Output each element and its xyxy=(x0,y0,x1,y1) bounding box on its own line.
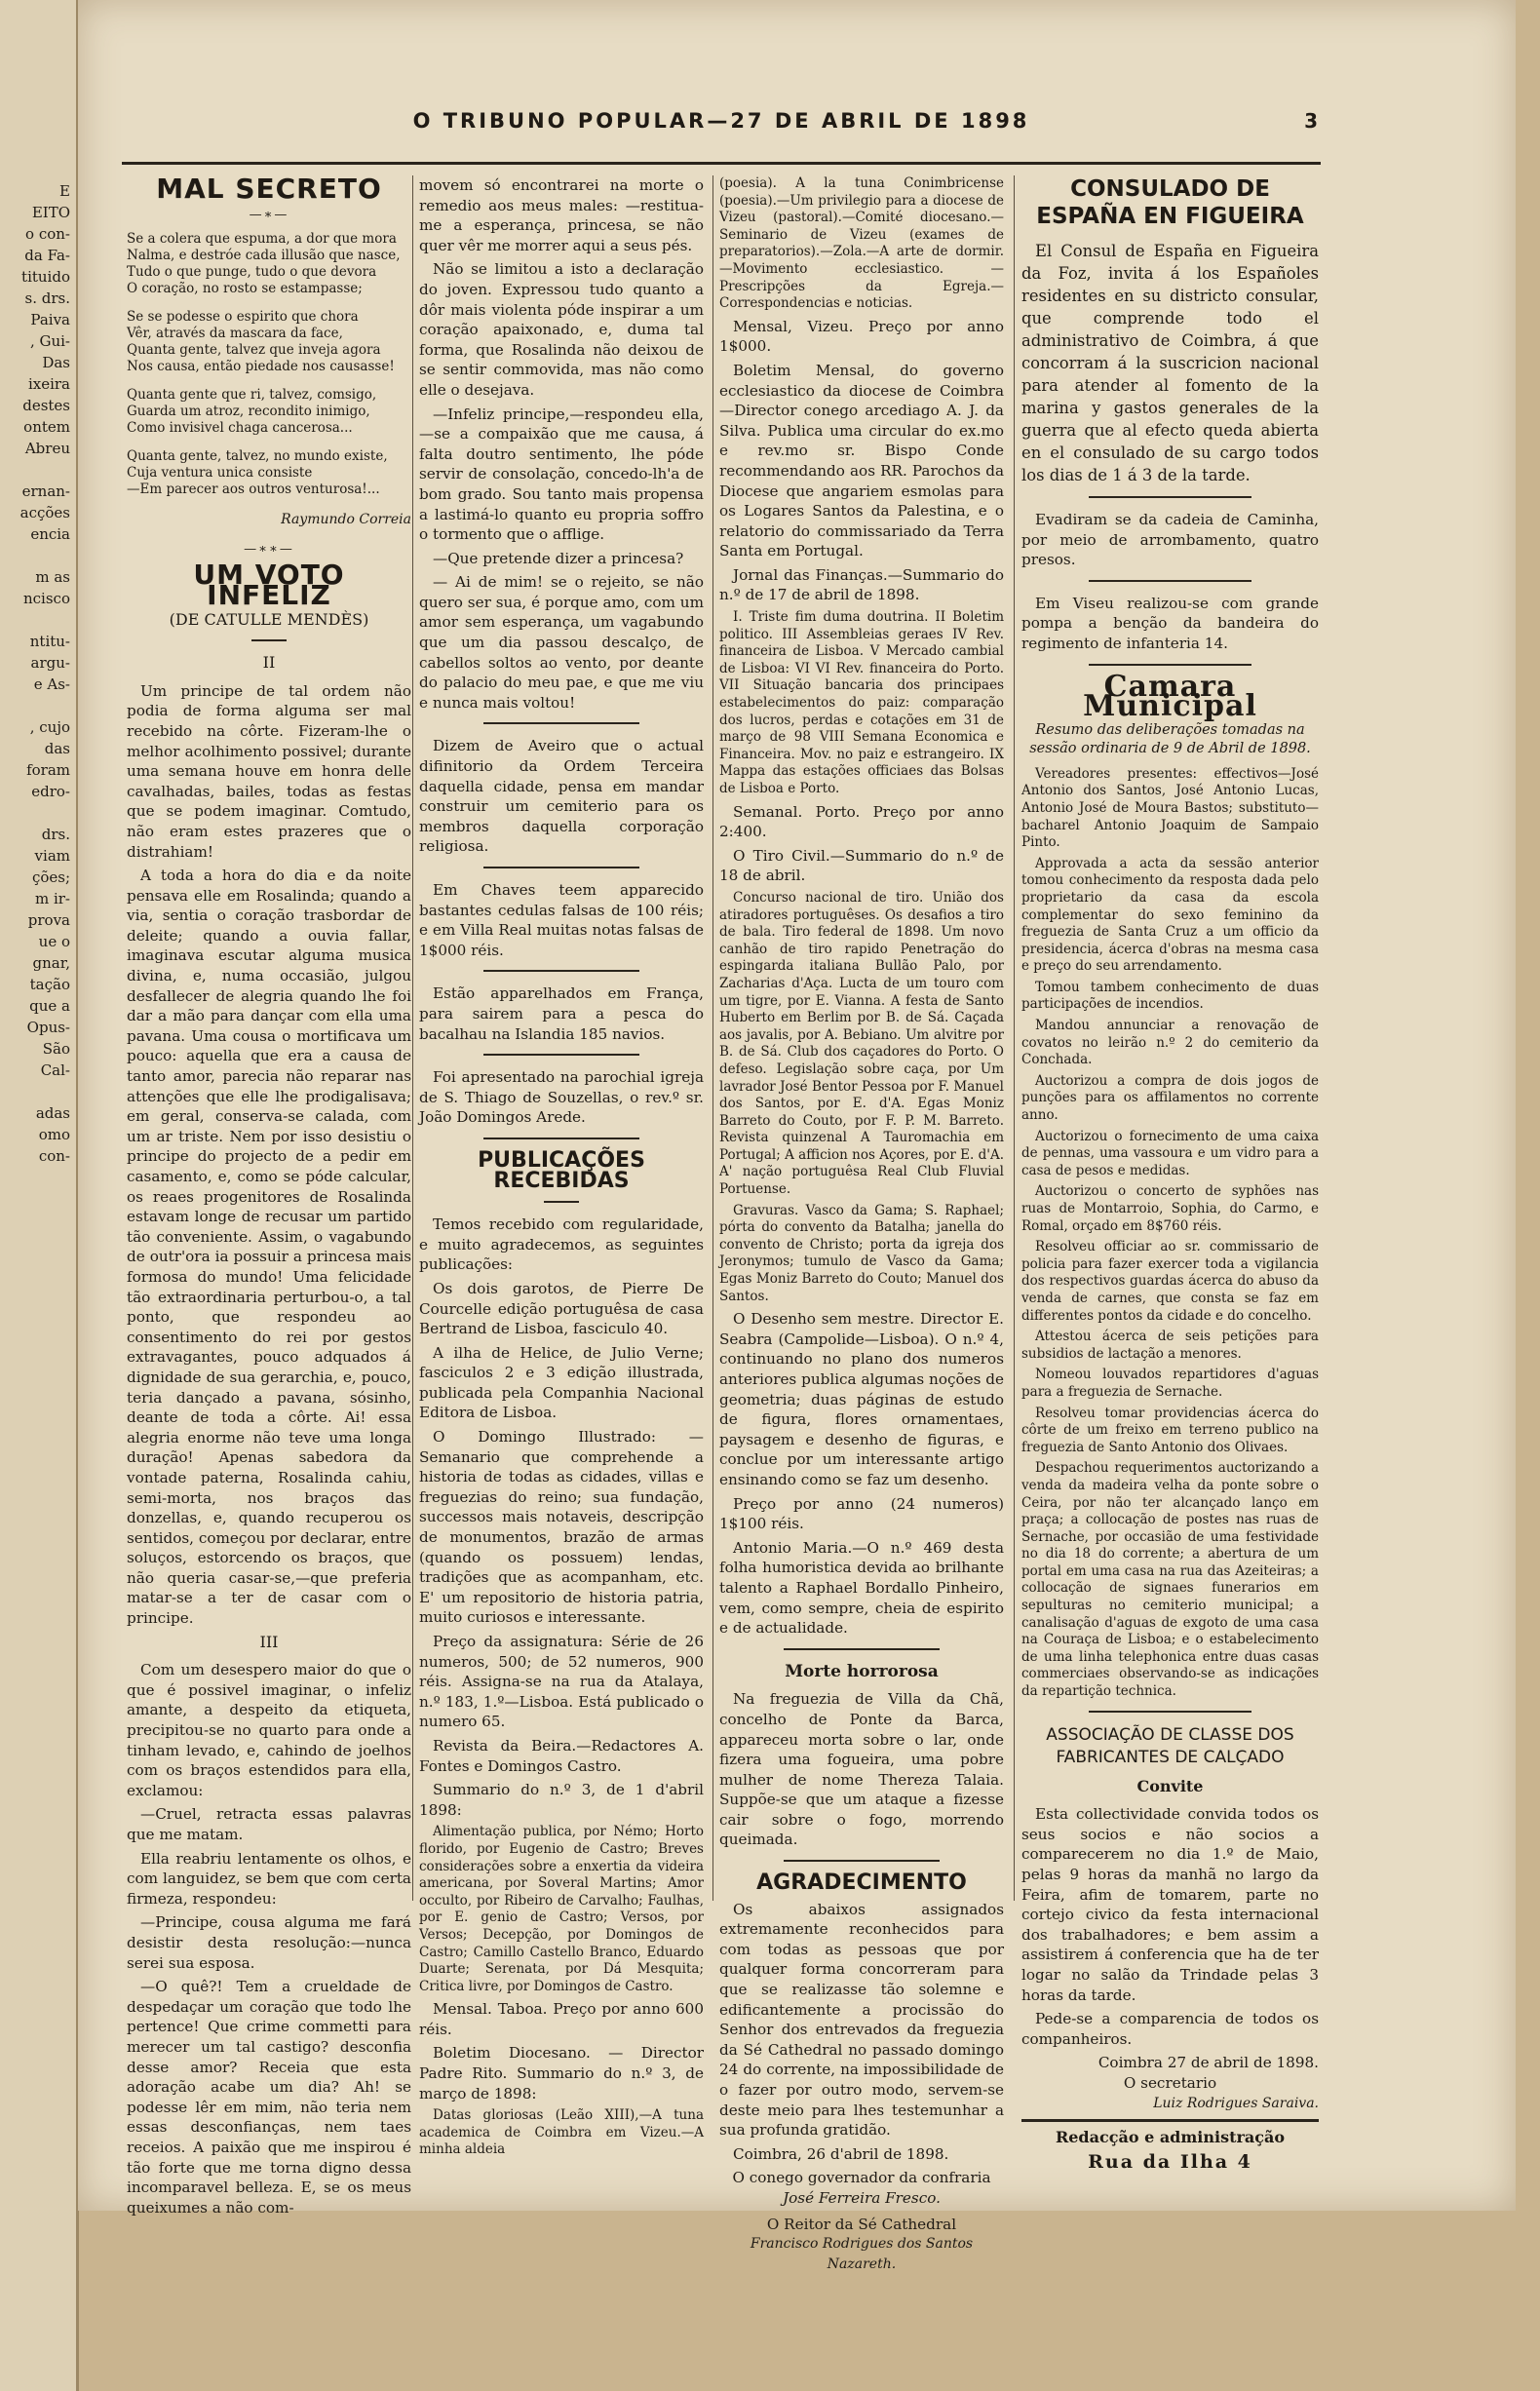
prev-page-fragment: da Fa- xyxy=(24,247,70,264)
paragraph: Resolveu officiar ao sr. commissario de policia para fazer exercer toda a vigilancia dos respectivos guardas ácerca do abuso da venda de carnes, que consta se faz em differentes pontos da cidade e do concelho. xyxy=(1021,1239,1319,1324)
prev-page-fragment: omo xyxy=(38,1126,70,1143)
ornament: —∗∗— xyxy=(244,541,294,557)
paragraph: Summario do n.º 3, de 1 d'abril 1898: xyxy=(419,1781,704,1819)
prev-page-fragment: adas xyxy=(35,1104,70,1122)
paragraph: Mensal. Taboa. Preço por anno 600 réis. xyxy=(419,2000,704,2038)
poem xyxy=(127,231,411,498)
prev-page-fragment: drs. xyxy=(41,826,70,843)
paragraph: —Que pretende dizer a princesa? xyxy=(433,549,684,567)
previous-page-edge xyxy=(0,0,79,2391)
column-3 xyxy=(719,175,1004,2274)
news-rule xyxy=(483,1138,640,1139)
paragraph: I. Triste fim duma doutrina. II Boletim politico. III Assembleias geraes IV Rev. financeira de Lisboa. V Mercado cambial de Lisboa: VI VI Rev. financeira do Porto. VII Situação bancaria dos principaes estabelecimentos do paiz: comparação dos lucros, perdas e cotações em 31 de março de 98 VIII Semana Economica e Financeira. Mov. no paiz e estrangeiro. IX Mappa das estações officiaes das Bolsas de Lisboa e Porto. xyxy=(719,609,1004,796)
prev-page-fragment: , Gui- xyxy=(29,332,70,350)
part-number: II xyxy=(262,653,276,673)
poem-line: Quanta gente, talvez que inveja agora xyxy=(127,342,381,359)
paragraph: —Principe, cousa alguma me fará desistir desta resolução:—nunca serei sua esposa. xyxy=(127,1913,411,1972)
paragraph: O Domingo Illustrado: — Semanario que comprehende a historia de todas as cidades, villas e freguezias do reino; sua fundação, successos mais notaveis, descripção de monumentos, brazão de armas (quando os possuem) lendas, tradições que as acompanham, etc. E' um repositorio de historia patria, muito curiosos e interessante. xyxy=(419,1428,704,1627)
paragraph: —O quê?! Tem a crueldade de despedaçar um coração que todo lhe pertence! Que crime commetti para merecer um tal castigo? desconfia desse amor? Receia que esta adoração acabe um dia? Ah! se podesse lêr em mim, não teria nem essas desconfianças, nem taes receios. A paixão que me inspirou é tão forte que me torna digno dessa incomparavel belleza. E, se os meus queixumes a não com- xyxy=(127,1978,411,2217)
prev-page-fragment xyxy=(0,459,76,481)
prev-page-fragment xyxy=(0,802,76,824)
prev-page-fragment: s. drs. xyxy=(24,289,70,307)
paragraph: A toda a hora do dia e da noite pensava elle em Rosalinda; quando a via, sentia o coração trasbordar de deleite; quando a ouvia fallar, imaginava escutar alguma musica divina, e, numa occasião, julgou desfallecer de alegria quando lhe foi dar a mão para dançar com ella uma pavana. Uma cousa o mortificava um pouco: aquella que era a causa de tanto amor, parecia não reparar nas attenções que elle lhe prodigalisava; em geral, conserva-se calada, com um ar triste. Nem por isso desistiu o principe do projecto de a pedir em casamento, e, como se póde calcular, os reaes progenitores de Rosalinda estavam longe de recusar um partido tão conveniente. Assim, o vagabundo de outr'ora ia possuir a princesa mais formosa do mundo! Uma felicidade tão extraordinaria perturbou-o, a tal ponto, que respondeu ao consentimento do rei por gestos extravagantes, pouco adquados á dignidade de sua gerarchia, e, pouco, teria dançado a pavana, sósinho, deante de toda a côrte. Ai! essa alegria enorme não teve uma longa duração! Apenas sabedora da vontade paterna, Rosalinda cahiu, semi-morta, nos braços das donzellas, e, quando recuperou os sentidos, começou por declarar, entre soluços, estorcendo os braços, que não queria casar-se,—que preferia matar-se a ter de casar com o principe. xyxy=(127,867,411,1628)
paragraph: Attestou ácerca de seis petições para subsidios de lactação a menores. xyxy=(1021,1329,1319,1362)
news-rule xyxy=(1089,580,1252,582)
prev-page-fragment: ontem xyxy=(23,418,70,436)
camara-subtitle: Resumo das deliberações tomadas na sessão ordinaria de 9 de Abril de 1898. xyxy=(1029,721,1311,756)
assoc-date: Coimbra 27 de abril de 1898. xyxy=(1097,2054,1319,2072)
short-rule xyxy=(251,639,286,641)
page-header xyxy=(122,109,1321,133)
prev-page-fragment xyxy=(0,1081,76,1102)
paragraph: Temos recebido com regularidade, e muito agradecemos, as seguintes publicações: xyxy=(419,1215,704,1274)
prev-page-fragment: ue o xyxy=(38,933,70,950)
prev-page-fragment: que a xyxy=(29,997,70,1015)
prev-page-fragment: edro- xyxy=(31,783,70,800)
prev-page-fragment: viam xyxy=(34,847,70,865)
prev-page-fragment: argu- xyxy=(30,654,70,672)
paragraph: movem só encontrarei na morte o remedio aos meus males: —restitua-me a esperança, princesa, se não quer vêr me morrer aqui a seus pés. xyxy=(419,176,704,254)
news-rule xyxy=(1089,664,1252,666)
prev-page-fragment: e As- xyxy=(33,675,70,693)
poem-line: Nos causa, então piedade nos causasse! xyxy=(127,359,395,375)
prev-page-fragment: ixeira xyxy=(27,375,70,393)
paragraph: Os dois garotos, de Pierre De Courcelle edição portuguêsa de casa Bertrand de Lisboa, fasciculo 40. xyxy=(419,1279,704,1338)
story-title: UM VOTO INFELIZ xyxy=(193,559,345,611)
prev-page-fragment: E xyxy=(59,182,70,200)
poem-stanza xyxy=(127,387,411,437)
footer-address: Rua da Ilha 4 xyxy=(1088,2150,1252,2173)
poem-stanza xyxy=(127,231,411,297)
paragraph: O Desenho sem mestre. Director E. Seabra (Campolide—Lisboa). O n.º 4, continuando no plano dos numeros anteriores publica algumas noções de geometria; duas páginas de estudo de figura, flores ornamentaes, paysagem e desenho de figuras, e conclue por um interessante artigo ensinando como se faz um desenho. xyxy=(719,1310,1004,1488)
news-rule xyxy=(483,970,640,972)
prev-page-fragment: foram xyxy=(26,761,70,779)
header-rule xyxy=(122,162,1321,165)
convite-title: Convite xyxy=(1136,1776,1204,1795)
paragraph: Boletim Diocesano. — Director Padre Rito. Summario do n.º 3, de março de 1898: xyxy=(419,2044,704,2102)
header-title: O TRIBUNO POPULAR—27 DE ABRIL DE 1898 xyxy=(412,109,1030,133)
camara-title: Camara Municipal xyxy=(1083,669,1257,724)
news-rule xyxy=(483,1054,640,1056)
paragraph: Mensal, Vizeu. Preço por anno 1$000. xyxy=(719,317,1004,356)
paragraph: O Tiro Civil.—Summario do n.º de 18 de abril. xyxy=(719,846,1004,885)
prev-page-fragment: o con- xyxy=(25,225,70,243)
poem-title: MAL SECRETO xyxy=(156,173,382,205)
column-divider xyxy=(412,175,413,1901)
prev-page-fragment: das xyxy=(44,740,70,757)
prev-page-fragment: gnar, xyxy=(32,954,70,972)
prev-page-fragment: São xyxy=(42,1040,70,1058)
paragraph: Approvada a acta da sessão anterior tomou conhecimento da resposta dada pelo proprietario da casa da escola complementar do sexo feminino da freguezia de Santa Cruz a um officio da presidencia, ácerca d'obras na mesma casa e preço do seu arrendamento. xyxy=(1021,855,1319,975)
prev-page-fragment: Abreu xyxy=(24,440,70,457)
prev-page-fragment: Paiva xyxy=(30,311,70,328)
poem-line: O coração, no rosto se estampasse; xyxy=(127,281,363,297)
paragraph: Resolveu tomar providencias ácerca do côrte de um freixo em terreno publico na freguezia de Santo Antonio dos Olivaes. xyxy=(1021,1405,1319,1455)
poem-line: Cuja ventura unica consiste xyxy=(127,465,313,482)
news-item: Estão apparelhados em França, para sairem para a pesca do bacalhau na Islandia 185 navios. xyxy=(419,984,704,1043)
paragraph: Antonio Maria.—O n.º 469 desta folha humoristica devida ao brilhante talento a Raphael Bordallo Pinheiro, vem, como sempre, cheia de espirito e de actualidade. xyxy=(719,1538,1004,1638)
prev-page-fragment: encia xyxy=(30,525,70,543)
paragraph: Auctorizou o fornecimento de uma caixa de pennas, uma vassoura e um vidro para a casa de pesos e medidas. xyxy=(1021,1128,1319,1178)
column-divider xyxy=(1014,175,1015,1901)
prev-page-fragment: ncisco xyxy=(23,590,70,607)
prev-page-fragment xyxy=(0,545,76,566)
poem-author: Raymundo Correia xyxy=(281,512,411,528)
prev-page-fragment: , cujo xyxy=(29,718,70,736)
paragraph: Coimbra, 26 d'abril de 1898. xyxy=(733,2144,949,2163)
part-number: III xyxy=(259,1632,279,1651)
paragraph: —Cruel, retracta essas palavras que me matam. xyxy=(127,1805,411,1843)
column-1 xyxy=(127,175,411,2221)
prev-page-fragment: prova xyxy=(27,911,70,929)
news-item: Em Viseu realizou-se com grande pompa a benção da bandeira do regimento de infanteria 14. xyxy=(1021,594,1319,652)
paragraph: Jornal das Finanças.—Summario do n.º de 17 de abril de 1898. xyxy=(719,565,1004,604)
poem-stanza xyxy=(127,448,411,498)
paragraph: Gravuras. Vasco da Gama; S. Raphael; pórta do convento da Batalha; janella do convento de Christo; porta da igreja dos Jeronymos; tumulo de Vasco da Gama; Egas Moniz Barreto do Couto; Manuel dos Santos. xyxy=(719,1202,1004,1304)
poem-line: Se se podesse o espirito que chora xyxy=(127,309,359,326)
associacao-title: ASSOCIAÇÃO DE CLASSE DOS FABRICANTES DE CALÇADO xyxy=(1046,1724,1294,1767)
prev-page-fragment: tação xyxy=(29,976,70,993)
short-rule xyxy=(544,1201,578,1203)
poem-line: Vêr, através da mascara da face, xyxy=(127,326,343,342)
paragraph: —Infeliz principe,—respondeu ella,—se a compaixão que me causa, á falta doutro sentimento, lhe póde servir de consolação, concedo-lh'a de bom grado. Sou tanto mais propensa a lastimá-lo quanto eu propria soffro o tormento que o afflige. xyxy=(419,405,704,544)
prev-page-fragment: m as xyxy=(35,568,70,586)
poem-line: Guarda um atroz, recondito inimigo, xyxy=(127,404,370,420)
prev-page-fragment: EITO xyxy=(31,204,70,221)
prev-page-fragment: ernan- xyxy=(21,482,70,500)
news-item: Evadiram se da cadeia de Caminha, por meio de arrombamento, quatro presos. xyxy=(1021,511,1319,569)
prev-page-fragment: ntitu- xyxy=(29,633,70,650)
paragraph: Esta collectividade convida todos os seus socios e não socios a comparecerem no dia 1.º de Maio, pelas 9 horas da manhã no largo da Feira, afim de tomarem, parte no cortejo civico da festa internacional dos trabalhadores; e bem assim a assistirem á conferencia que ha de ter logar no salão da Trindade pelas 3 horas da tarde. xyxy=(1021,1805,1319,2004)
ornament: —∗— xyxy=(249,207,289,222)
paragraph: Alimentação publica, por Némo; Horto florido, por Eugenio de Castro; Breves considerações sobre a enxertia da videira americana, por Soveral Martins; Amor occulto, por Ribeiro de Carvalho; Faulhas, por E. genio de Castro; Versos, por Versos; Decepção, por Domingos de Castro; Camillo Castello Branco, Eduardo Duarte; Serenata, por Dá Mesquita; Critica livre, por Domingos de Castro. xyxy=(419,1824,704,1994)
agradecimento-title: AGRADECIMENTO xyxy=(756,1870,967,1896)
poem-line: Tudo o que punge, tudo o que devora xyxy=(127,264,377,281)
paragraph: Ella reabriu lentamente os olhos, e com languidez, se bem que com certa firmeza, respondeu: xyxy=(127,1849,411,1908)
news-rule xyxy=(483,722,640,724)
prev-page-fragment: tituido xyxy=(21,268,70,286)
paragraph: Auctorizou a compra de dois jogos de punções para os affilamentos no corrente anno. xyxy=(1021,1072,1319,1124)
news-rule xyxy=(1089,496,1252,498)
column-4 xyxy=(1021,175,1319,2172)
signature-role: O Reitor da Sé Cathedral xyxy=(766,2215,957,2233)
poem-line: Como invisivel chaga cancerosa... xyxy=(127,420,353,437)
paragraph: Pede-se a comparencia de todos os companheiros. xyxy=(1021,2010,1319,2048)
page-number: 3 xyxy=(1304,109,1321,133)
prev-page-fragment xyxy=(0,609,76,631)
poem-line: Nalma, e destróe cada illusão que nasce, xyxy=(127,248,401,264)
prev-page-fragment: acções xyxy=(19,504,70,521)
paragraph: Com um desespero maior do que o que é possivel imaginar, o infeliz amante, a despeito da etiqueta, precipitou-se no quarto para onde a tinham levado, e, cahindo de joelhos com os braços estendidos para ella, exclamou: xyxy=(127,1661,411,1799)
paragraph: Concurso nacional de tiro. União dos atiradores portuguêses. Os desafios a tiro de bala. Tiro federal de 1898. Um novo canhão de tiro rapido Penetração do espingarda italiana Bullão Palo, por Zacharias d'Aça. Lucta de um touro com um tigre, por E. Vianna. A festa de Santo Huberto em Berlim por B. de Sá. Caçada aos javalis, por A. Bebiano. Um alvitre por B. de Sá. Club dos caçadores do Porto. O defeso. Legislação sobre caça, por Um lavrador José Bentor Pessoa por F. Manuel dos Santos, por E. d'A. Egas Moniz Barreto do Couto, por F. P. M. Barreto. Revista quinzenal A Tauromachia em Portugal; A afficion nos Açores, por E. d'A. A' nação portuguêsa Real Club Fluvial Portuense. xyxy=(719,889,1004,1198)
paragraph: A ilha de Helice, de Julio Verne; fasciculos 2 e 3 edição illustrada, publicada pela Companhia Nacional Editora de Lisboa. xyxy=(419,1343,704,1422)
footer-box xyxy=(1021,2119,1319,2172)
assoc-name: Luiz Rodrigues Saraiva. xyxy=(1153,2095,1319,2111)
prev-page-fragment: Cal- xyxy=(40,1061,70,1079)
paragraph: Despachou requerimentos auctorizando a venda da madeira velha da ponte sobre o Ceira, por não ter alcançado lanço em praça; a collocação de postes nas ruas de Sernache, por occasião de uma festividade no dia 18 do corrente; a abertura de um portal em uma casa na rua das Azeiteiras; a collocação de signaes funerarios em sepulturas no cemiterio municipal; a canalisação d'aguas de exgoto de uma casa na Couraça de Lisboa; e o estabelecimento de uma linha telephonica entre duas casas commerciaes observando-se as indicações da repartição technica. xyxy=(1021,1460,1319,1700)
column-2 xyxy=(419,175,704,2163)
publications-title: PUBLICAÇÕES RECEBIDAS xyxy=(478,1147,645,1193)
paragraph: Os abaixos assignados extremamente reconhecidos para com todas as pessoas que por qualquer forma concorreram para que se realizasse tão solemne e edificantemente a procissão do Senhor dos entrevados da freguezia da Sé Cathedral no passado domingo 24 do corrente, na impossibilidade de o fazer por outro modo, servem-se deste meio para lhes testemunhar a sua profunda gratidão. xyxy=(719,1900,1004,2140)
footer-line: Redacção e administração xyxy=(1055,2128,1286,2147)
consulado-title: CONSULADO DE ESPAÑA EN FIGUEIRA xyxy=(1036,176,1304,229)
paragraph: Preço da assignatura: Série de 26 numeros, 500; de 52 numeros, 900 réis. Assigna-se na rua da Atalaya, n.º 183, 1.º—Lisboa. Está publicado o numero 65. xyxy=(419,1633,704,1731)
news-rule xyxy=(1089,1711,1252,1713)
paragraph: Preço por anno (24 numeros) 1$100 réis. xyxy=(719,1494,1004,1533)
signature-name: José Ferreira Fresco. xyxy=(783,2188,941,2207)
paragraph: (poesia). A la tuna Conimbricense (poesia).—Um privilegio para a diocese de Vizeu (pastoral).—Comité diocesano.—Seminario de Vizeu (exames de preparatorios).—Zola.—A arte de dormir.—Movimento ecclesiastico. — Prescripções da Egreja.—Correspondencias e noticias. xyxy=(719,175,1004,312)
poem-line: Quanta gente, talvez, no mundo existe, xyxy=(127,448,388,465)
news-rule xyxy=(784,1860,941,1862)
prev-page-fragment: Opus- xyxy=(26,1019,70,1036)
morte-title: Morte horrorosa xyxy=(785,1661,939,1681)
poem-stanza xyxy=(127,309,411,375)
news-item: Dizem de Aveiro que o actual difinitorio da Ordem Terceira daquella cidade, pensa em mandar construir um cemiterio para os membros daquella corporação religiosa. xyxy=(419,737,704,856)
paragraph: El Consul de España en Figueira da Foz, invita á los Españoles residentes en su districto consular, que comprende todo el administrativo de Coimbra, á que concorram á la suscricion nacional para atender al fomento de la marina y gastos generales de la guerra que al efecto queda abierta en el consulado de su cargo todos los dias de 1 á 3 de la tarde. xyxy=(1021,242,1319,484)
poem-line: Se a colera que espuma, a dor que mora xyxy=(127,231,397,248)
column-divider xyxy=(712,175,713,1901)
assoc-role: O secretario xyxy=(1123,2073,1217,2092)
prev-page-fragment: con- xyxy=(38,1147,70,1165)
paragraph: Tomou tambem conhecimento de duas participações de incendios. xyxy=(1021,979,1319,1013)
signature-name: Francisco Rodrigues dos Santos Nazareth. xyxy=(750,2236,974,2272)
story-subtitle: (DE CATULLE MENDÈS) xyxy=(169,609,369,629)
paragraph: Revista da Beira.—Redactores A. Fontes e Domingos Castro. xyxy=(419,1736,704,1775)
paragraph: Nomeou louvados repartidores d'aguas para a freguezia de Sernache. xyxy=(1021,1367,1319,1400)
paragraph: Vereadores presentes: effectivos—José Antonio dos Santos, José Antonio Lucas, Antonio José de Moura Bastos; substituto—bacharel Antonio Joaquim de Sampaio Pinto. xyxy=(1021,765,1319,851)
paragraph: Não se limitou a isto a declaração do joven. Expressou tudo quanto a dôr mais violenta póde inspirar a um coração apaixonado, e, duma tal forma, que Rosalinda não deixou de se sentir commovida, mas não como elle o desejava. xyxy=(419,260,704,399)
paragraph: Um principe de tal ordem não podia de forma alguma ser mal recebido na côrte. Fizeram-lhe o melhor acolhimento possivel; durante uma semana houve em honra delle cavalhadas, bailes, todas as festas que se podem imaginar. Comtudo, não eram estes prazeres que o distrahiam! xyxy=(127,681,411,861)
news-rule xyxy=(784,1648,941,1650)
paragraph: Na freguezia de Villa da Chã, concelho de Ponte da Barca, appareceu morta sobre o lar, onde fizera uma fogueira, uma pobre mulher de nome Thereza Talaia. Suppõe-se que um ataque a fizesse cair sobre o fogo, morrendo queimada. xyxy=(719,1690,1004,1849)
paragraph: Boletim Mensal, do governo ecclesiastico da diocese de Coimbra—Director conego arcediago A. J. da Silva. Publica uma circular do ex.mo e rev.mo sr. Bispo Conde recommendando aos RR. Parochos da Diocese que angariem esmolas para os Logares Santos da Palestina, e o relatorio do commissariado da Terra Santa em Portugal. xyxy=(719,361,1004,560)
prev-page-fragment: destes xyxy=(22,397,70,414)
paragraph: — Ai de mim! se o rejeito, se não quero ser sua, é porque amo, com um amor sem esperança, um vagabundo que um dia passou descalço, de cabellos soltos ao vento, por deante do palacio do meu pae, e que me viu e nunca mais voltou! xyxy=(419,573,704,712)
prev-page-fragment: Das xyxy=(42,354,70,371)
paragraph: Mandou annunciar a renovação de covatos no leirão n.º 2 do cemiterio da Conchada. xyxy=(1021,1018,1319,1068)
paragraph: Auctorizou o concerto de syphões nas ruas de Montarroio, Sophia, do Carmo, e Romal, orçado em 8$760 réis. xyxy=(1021,1183,1319,1234)
news-rule xyxy=(483,867,640,868)
prev-page-fragment xyxy=(0,695,76,716)
paragraph: Datas gloriosas (Leão XIII),—A tuna academica de Coimbra em Vizeu.—A minha aldeia xyxy=(419,2107,704,2158)
poem-line: Quanta gente que ri, talvez, comsigo, xyxy=(127,387,377,404)
news-item: Foi apresentado na parochial igreja de S. Thiago de Souzellas, o rev.º sr. João Domingos Arede. xyxy=(419,1068,704,1127)
prev-page-fragment: ções; xyxy=(31,868,70,886)
poem-line: —Em parecer aos outros venturosa!... xyxy=(127,482,380,498)
news-item: Em Chaves teem apparecido bastantes cedulas falsas de 100 réis; e em Villa Real muitas notas falsas de 1$000 réis. xyxy=(419,881,704,959)
prev-page-fragment: m ir- xyxy=(34,890,70,907)
signature-role: O conego governador da confraria xyxy=(732,2169,991,2187)
paragraph: Semanal. Porto. Preço por anno 2:400. xyxy=(719,802,1004,841)
